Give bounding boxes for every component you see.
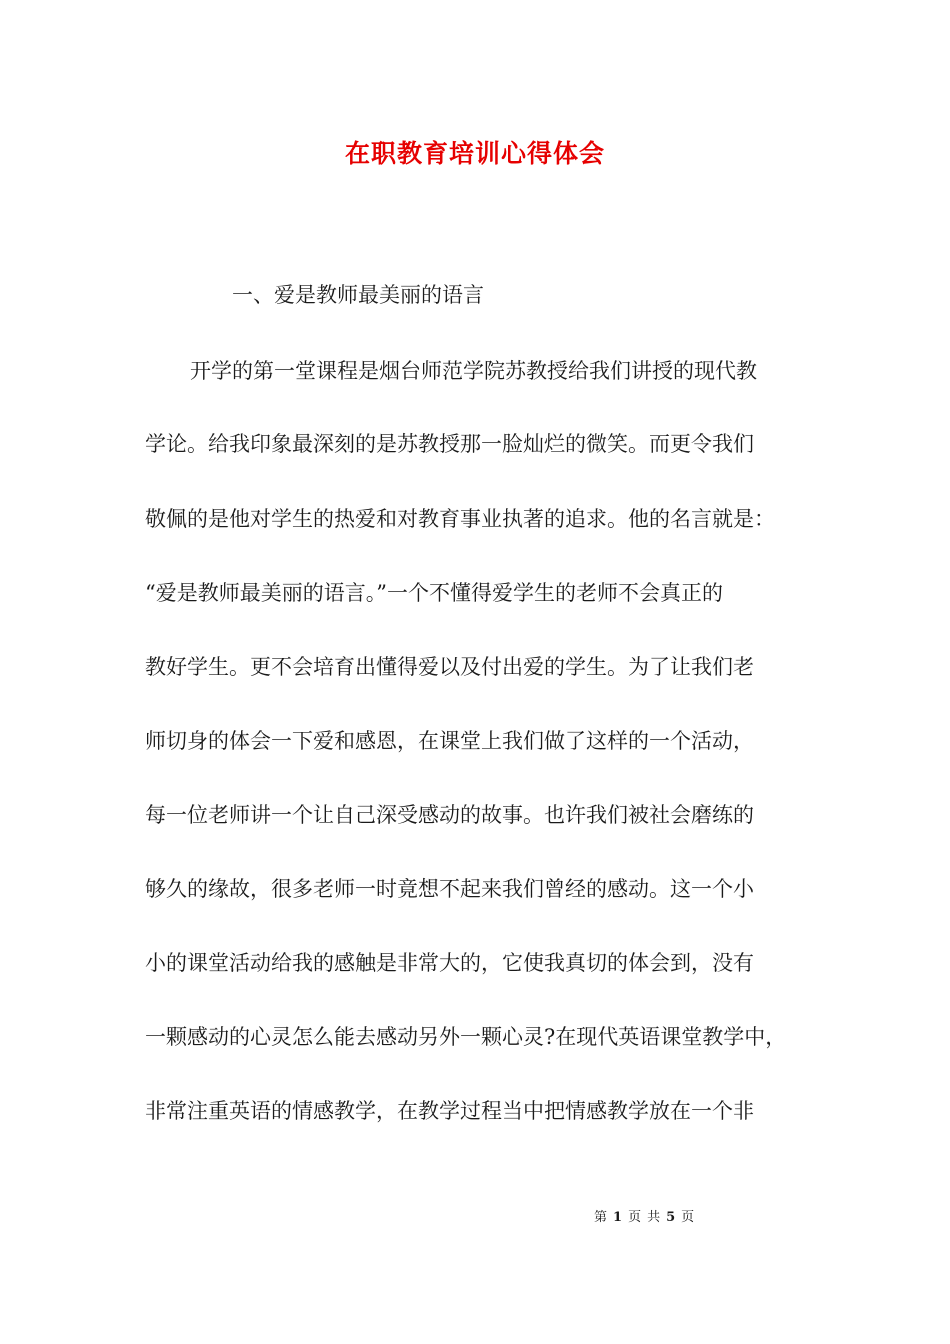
paragraph-line: 师切身的体会一下爱和感恩，在课堂上我们做了这样的一个活动， [145,729,754,753]
paragraph-line: “爱是教师最美丽的语言。”一个不懂得爱学生的老师不会真正的 [145,581,723,605]
footer-page-unit: 页 [628,1210,642,1225]
paragraph-line: 开学的第一堂课程是烟台师范学院苏教授给我们讲授的现代教 [190,359,757,383]
section-heading: 一、爱是教师最美丽的语言 [232,283,484,307]
paragraph-line: 小的课堂活动给我的感触是非常大的，它使我真切的体会到，没有 [145,951,754,975]
footer-total-unit: 页 [681,1210,695,1225]
footer-total-prefix: 共 [647,1210,661,1225]
paragraph-line: 敬佩的是他对学生的热爱和对教育事业执著的追求。他的名言就是： [145,507,775,531]
page-number-footer [594,1208,700,1228]
paragraph-line: 够久的缘故，很多老师一时竟想不起来我们曾经的感动。这一个小 [145,877,754,901]
paragraph-line: 非常注重英语的情感教学，在教学过程当中把情感教学放在一个非 [145,1099,754,1123]
document-title: 在职教育培训心得体会 [344,139,605,168]
paragraph-line: 学论。给我印象最深刻的是苏教授那一脸灿烂的微笑。而更令我们 [145,432,754,456]
paragraph-line: 一颗感动的心灵怎么能去感动另外一颗心灵?在现代英语课堂教学中， [145,1025,787,1049]
total-page-number: 5 [666,1210,676,1225]
paragraph-line: 教好学生。更不会培育出懂得爱以及付出爱的学生。为了让我们老 [145,655,754,679]
current-page-number: 1 [613,1210,623,1225]
footer-prefix: 第 [594,1210,608,1225]
paragraph-line: 每一位老师讲一个让自己深受感动的故事。也许我们被社会磨练的 [145,803,754,827]
